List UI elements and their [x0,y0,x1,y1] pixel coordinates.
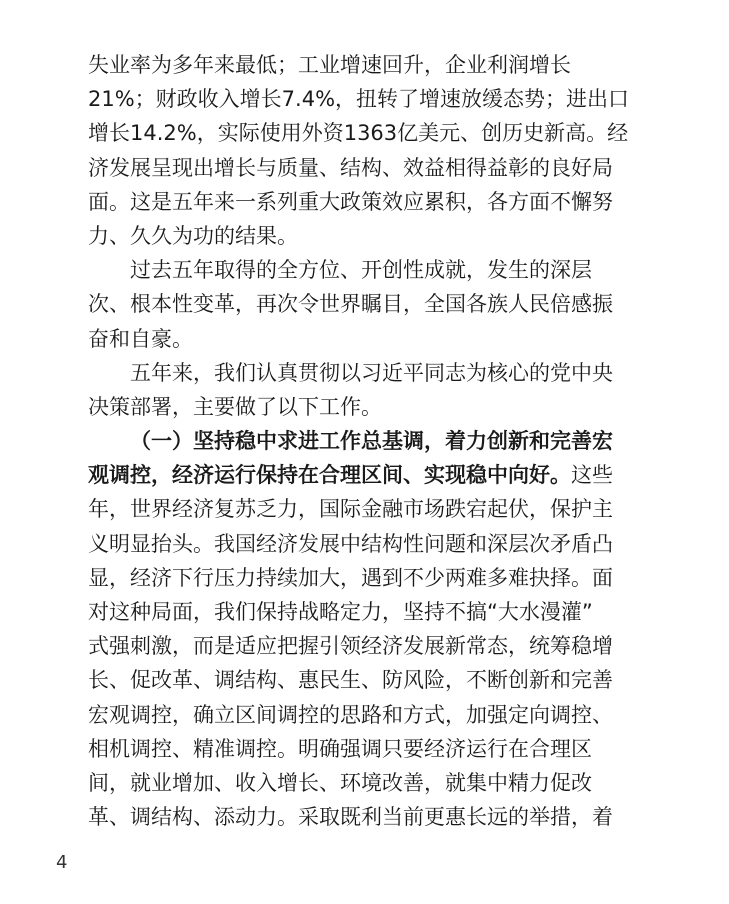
text-line: 增长14.2%，实际使用外资1363亿美元、创历史新高。经 [88,121,629,146]
page-number: 4 [56,852,68,873]
text-line: 相机调控、精准调控。明确强调只要经济运行在合理区 [88,736,592,761]
paragraph-work-overview [88,356,644,424]
text-line: 革、调结构、添动力。采取既利当前更惠长远的举措，着 [88,805,613,830]
paragraph-achievements [88,253,644,356]
paragraph-section-one [88,424,644,834]
text-line: 决策部署，主要做了以下工作。 [88,394,382,419]
text-line: 失业率为多年来最低；工业增速回升，企业利润增长 [88,53,571,77]
section-heading: （一）坚持稳中求进工作总基调，着力创新和完善宏 [130,428,613,454]
text-line: 五年来，我们认真贯彻以习近平同志为核心的党中央 [130,360,613,385]
text-line: 力、久久为功的结果。 [88,223,298,248]
text-fragment: 这些 [571,463,613,488]
text-line: 宏观调控，确立区间调控的思路和方式，加强定向调控、 [88,702,613,727]
text-line: 面。这是五年来一系列重大政策效应累积，各方面不懈努 [88,189,613,214]
text-line: 21%；财政收入增长7.4%，扭转了增速放缓态势；进出口 [88,87,630,112]
text-line: 过去五年取得的全方位、开创性成就，发生的深层 [130,258,592,283]
text-line: 奋和自豪。 [88,326,193,351]
section-heading-continued: 观调控，经济运行保持在合理区间、实现稳中向好。 [88,462,571,488]
text-line: 对这种局面，我们保持战略定力，坚持不搞“大水漫灌” [88,600,593,624]
document-page [88,48,644,834]
text-line: 年，世界经济复苏乏力，国际金融市场跌宕起伏，保护主 [88,497,613,522]
text-line: 显，经济下行压力持续加大，遇到不少两难多难抉择。面 [88,565,613,590]
text-line: 义明显抬头。我国经济发展中结构性问题和深层次矛盾凸 [88,531,613,556]
text-line: 式强刺激，而是适应把握引领经济发展新常态，统筹稳增 [88,634,613,659]
text-line: 次、根本性变革，再次令世界瞩目，全国各族人民倍感振 [88,292,613,317]
text-line: 长、促改革、调结构、惠民生、防风险，不断创新和完善 [88,668,613,693]
paragraph-economic-results [88,48,644,253]
text-line: 济发展呈现出增长与质量、结构、效益相得益彰的良好局 [88,155,613,180]
text-line [88,458,644,492]
text-line: 间，就业增加、收入增长、环境改善，就集中精力促改 [88,770,592,795]
